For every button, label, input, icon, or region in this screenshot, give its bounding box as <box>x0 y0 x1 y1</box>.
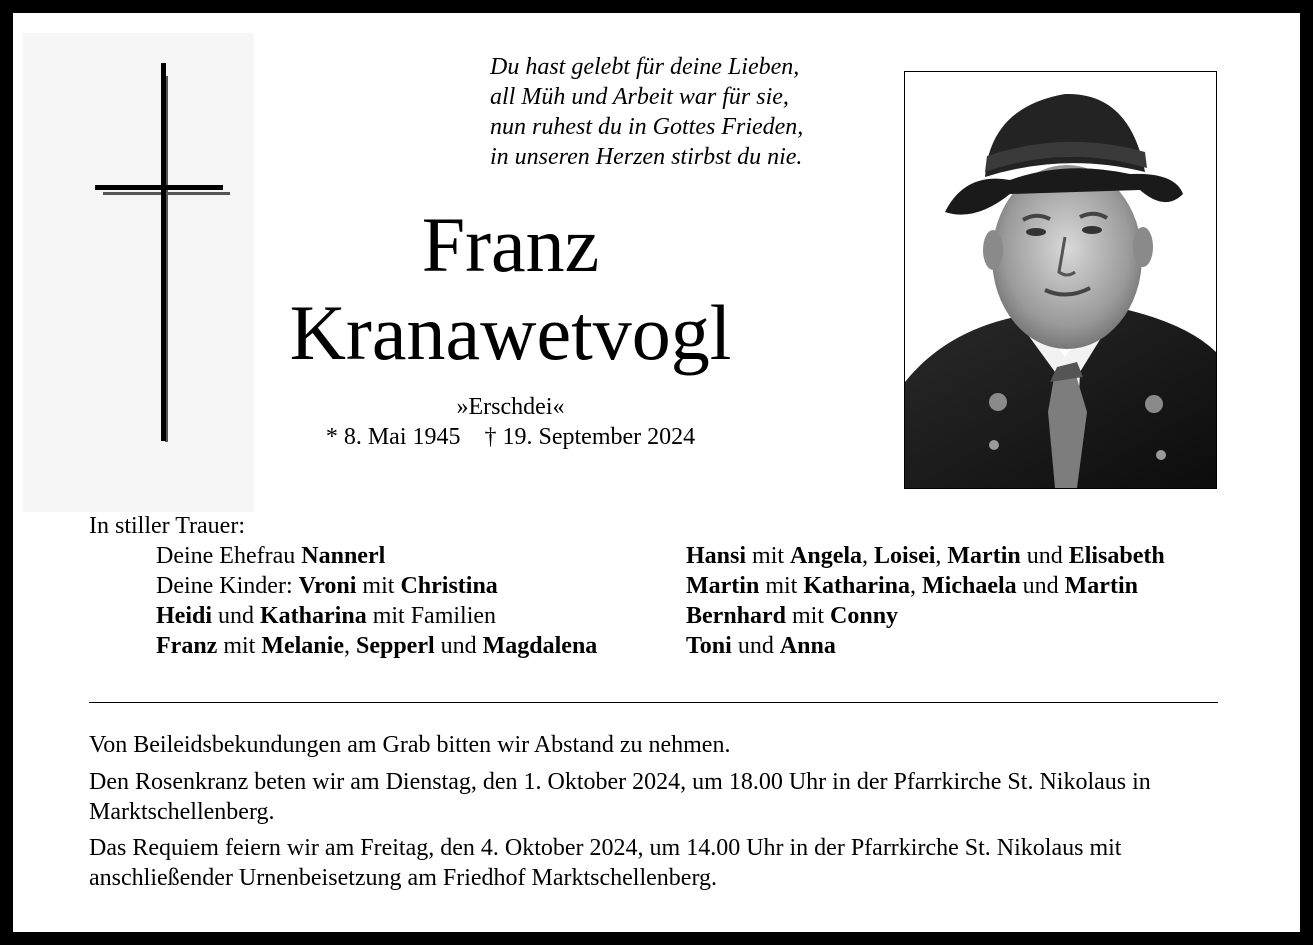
mourner-text: und <box>731 633 780 659</box>
life-dates <box>213 422 808 452</box>
mourner-text: mit <box>786 603 831 629</box>
mourner-line <box>156 571 597 601</box>
mourners-left-column <box>156 541 597 661</box>
mourner-name: Martin <box>686 573 760 599</box>
mourner-text: und <box>1020 543 1069 569</box>
mourner-text: mit Familien <box>366 603 497 629</box>
mourner-line <box>686 571 1165 601</box>
mourner-name: Angela <box>790 543 863 569</box>
mourner-name: Anna <box>779 633 836 659</box>
mourner-name: Vroni <box>298 573 357 599</box>
mourner-text: , <box>910 573 923 599</box>
nickname: »Erschdei« <box>456 394 565 420</box>
mourner-name: Martin <box>947 543 1021 569</box>
poem-line: Du hast gelebt für deine Lieben, <box>490 54 800 80</box>
mourner-text: und <box>1016 573 1065 599</box>
birth-date: * 8. Mai 1945 <box>325 424 461 450</box>
mourner-name: Bernhard <box>686 603 787 629</box>
mourner-name: Elisabeth <box>1068 543 1165 569</box>
mourner-text: und <box>434 633 483 659</box>
mourner-name: Michaela <box>922 573 1017 599</box>
poem-line: in unseren Herzen stirbst du nie. <box>490 144 803 170</box>
mourner-name: Nannerl <box>301 543 386 569</box>
mourner-name: Loisei <box>874 543 936 569</box>
last-name: Kranawetvogl <box>289 289 732 376</box>
deceased-name <box>213 201 808 377</box>
death-date: † 19. September 2024 <box>484 424 696 450</box>
mourner-name: Heidi <box>156 603 213 629</box>
mourner-name: Melanie <box>261 633 344 659</box>
mourner-text: , <box>343 633 356 659</box>
portrait-photo <box>904 71 1217 489</box>
mourner-line <box>156 541 597 571</box>
divider <box>89 702 1218 703</box>
mourner-text: mit <box>759 573 804 599</box>
poem-line: nun ruhest du in Gottes Frieden, <box>490 114 804 140</box>
mourner-line <box>156 631 597 661</box>
mourner-name: Conny <box>830 603 899 629</box>
first-name: Franz <box>421 201 600 288</box>
mourner-name: Hansi <box>686 543 747 569</box>
mourner-name: Magdalena <box>482 633 598 659</box>
rosary-notice: Den Rosenkranz beten wir am Dienstag, den 1. Oktober 2024, um 18.00 Uhr in der Pfarrkirche St. Nikolaus in Marktschellenberg. <box>89 769 1151 825</box>
mourner-text: Deine Kinder: <box>156 573 299 599</box>
portrait-image <box>905 72 1216 488</box>
mourner-name: Katharina <box>803 573 911 599</box>
mourner-text: , <box>862 543 875 569</box>
mourner-text: mit <box>356 573 401 599</box>
mourner-line <box>686 541 1165 571</box>
obituary-card <box>13 13 1300 932</box>
mourner-text: mit <box>746 543 791 569</box>
mourners-right-column <box>686 541 1165 661</box>
mourner-name: Sepperl <box>355 633 435 659</box>
mourner-name: Franz <box>156 633 218 659</box>
mourner-text: und <box>212 603 261 629</box>
poem-line: all Müh und Arbeit war für sie, <box>490 84 789 110</box>
mourner-text: , <box>935 543 948 569</box>
requiem-notice: Das Requiem feiern wir am Freitag, den 4. Oktober 2024, um 14.00 Uhr in der Pfarrkirche St. Nikolaus mit anschließender Urnenbeisetzung am Friedhof Marktschellenberg. <box>89 835 1122 891</box>
mourner-name: Christina <box>400 573 498 599</box>
mourner-name: Katharina <box>260 603 367 629</box>
mourner-text: Deine Ehefrau <box>156 543 302 569</box>
mourner-line <box>156 601 597 631</box>
mourner-line <box>686 601 1165 631</box>
mourner-name: Toni <box>686 633 732 659</box>
mourner-text: mit <box>217 633 262 659</box>
mourner-line <box>686 631 1165 661</box>
mourner-name: Martin <box>1064 573 1138 599</box>
condolence-notice: Von Beileidsbekundungen am Grab bitten wir Abstand zu nehmen. <box>89 732 731 758</box>
mourning-heading: In stiller Trauer: <box>89 513 245 539</box>
memorial-poem <box>490 52 803 172</box>
